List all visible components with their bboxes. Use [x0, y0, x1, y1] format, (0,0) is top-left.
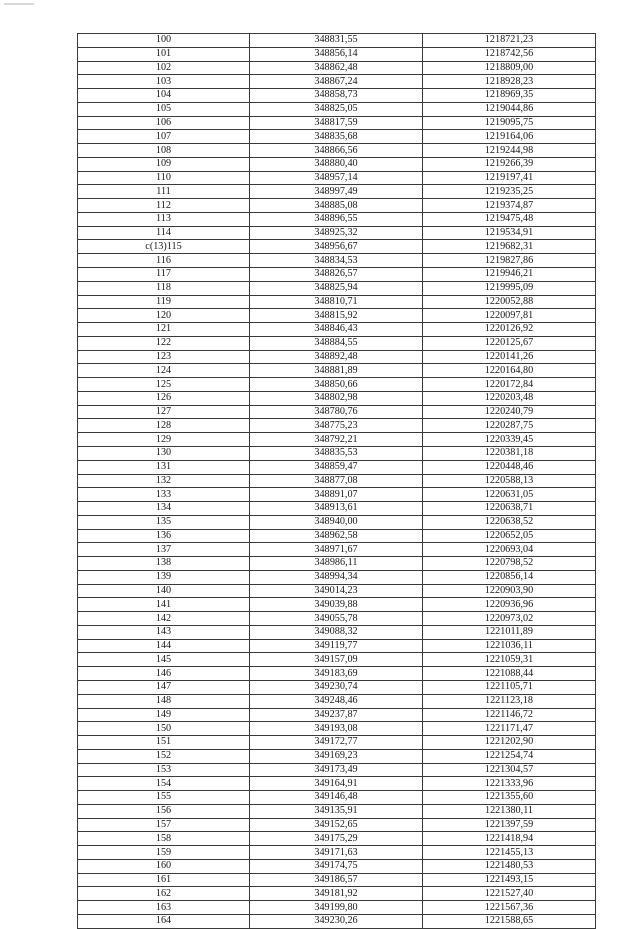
table-row	[78, 378, 596, 392]
y-coordinate-cell: 1221146,72	[423, 708, 596, 722]
y-coordinate-cell: 1221418,94	[423, 832, 596, 846]
x-coordinate-cell: 349186,57	[250, 873, 423, 887]
point-number-cell: 120	[78, 309, 250, 323]
table-row	[78, 901, 596, 915]
table-row	[78, 185, 596, 199]
x-coordinate-cell: 348880,40	[250, 157, 423, 171]
y-coordinate-cell: 1219534,91	[423, 226, 596, 240]
x-coordinate-cell: 349169,23	[250, 749, 423, 763]
point-number-cell: 117	[78, 268, 250, 282]
x-coordinate-cell: 348885,08	[250, 199, 423, 213]
x-coordinate-cell: 348994,34	[250, 570, 423, 584]
x-coordinate-cell: 348859,47	[250, 460, 423, 474]
x-coordinate-cell: 349230,26	[250, 915, 423, 929]
x-coordinate-cell: 348891,07	[250, 488, 423, 502]
y-coordinate-cell: 1221567,36	[423, 901, 596, 915]
point-number-cell: 159	[78, 846, 250, 860]
x-coordinate-cell: 349230,74	[250, 680, 423, 694]
point-number-cell: 101	[78, 47, 250, 61]
point-number-cell: 107	[78, 130, 250, 144]
table-row	[78, 846, 596, 860]
x-coordinate-cell: 348986,11	[250, 557, 423, 571]
point-number-cell: 151	[78, 736, 250, 750]
x-coordinate-cell: 349088,32	[250, 625, 423, 639]
point-number-cell: 160	[78, 859, 250, 873]
table-row	[78, 281, 596, 295]
table-row	[78, 254, 596, 268]
point-number-cell: 109	[78, 157, 250, 171]
point-number-cell: 128	[78, 419, 250, 433]
point-number-cell: 137	[78, 543, 250, 557]
point-number-cell: 106	[78, 116, 250, 130]
y-coordinate-cell: 1221171,47	[423, 722, 596, 736]
table-row	[78, 171, 596, 185]
point-number-cell: 103	[78, 75, 250, 89]
y-coordinate-cell: 1220287,75	[423, 419, 596, 433]
x-coordinate-cell: 348815,92	[250, 309, 423, 323]
y-coordinate-cell: 1221333,96	[423, 777, 596, 791]
table-row	[78, 832, 596, 846]
point-number-cell: 158	[78, 832, 250, 846]
table-row	[78, 336, 596, 350]
table-row	[78, 873, 596, 887]
y-coordinate-cell: 1220856,14	[423, 570, 596, 584]
y-coordinate-cell: 1219374,87	[423, 199, 596, 213]
point-number-cell: 123	[78, 350, 250, 364]
x-coordinate-cell: 348956,67	[250, 240, 423, 254]
x-coordinate-cell: 348826,57	[250, 268, 423, 282]
table-row	[78, 75, 596, 89]
x-coordinate-cell: 348810,71	[250, 295, 423, 309]
x-coordinate-cell: 349135,91	[250, 804, 423, 818]
y-coordinate-cell: 1221304,57	[423, 763, 596, 777]
table-row	[78, 887, 596, 901]
table-row	[78, 529, 596, 543]
x-coordinate-cell: 349237,87	[250, 708, 423, 722]
point-number-cell: 133	[78, 488, 250, 502]
point-number-cell: 112	[78, 199, 250, 213]
y-coordinate-cell: 1219946,21	[423, 268, 596, 282]
table-row	[78, 144, 596, 158]
table-row	[78, 268, 596, 282]
table-row	[78, 350, 596, 364]
point-number-cell: 142	[78, 612, 250, 626]
point-number-cell: 164	[78, 915, 250, 929]
table-row	[78, 680, 596, 694]
point-number-cell: 134	[78, 502, 250, 516]
point-number-cell: 161	[78, 873, 250, 887]
table-row	[78, 736, 596, 750]
y-coordinate-cell: 1220164,80	[423, 364, 596, 378]
table-row	[78, 364, 596, 378]
x-coordinate-cell: 348997,49	[250, 185, 423, 199]
x-coordinate-cell: 349248,46	[250, 694, 423, 708]
point-number-cell: 141	[78, 598, 250, 612]
table-row	[78, 199, 596, 213]
y-coordinate-cell: 1220052,88	[423, 295, 596, 309]
point-number-cell: 108	[78, 144, 250, 158]
y-coordinate-cell: 1221105,71	[423, 680, 596, 694]
x-coordinate-cell: 349172,77	[250, 736, 423, 750]
point-number-cell: 163	[78, 901, 250, 915]
y-coordinate-cell: 1221455,13	[423, 846, 596, 860]
x-coordinate-cell: 348940,00	[250, 515, 423, 529]
point-number-cell: 162	[78, 887, 250, 901]
table-row	[78, 295, 596, 309]
y-coordinate-cell: 1219995,09	[423, 281, 596, 295]
point-number-cell: 124	[78, 364, 250, 378]
table-row	[78, 708, 596, 722]
point-number-cell: 127	[78, 405, 250, 419]
y-coordinate-cell: 1219266,39	[423, 157, 596, 171]
point-number-cell: 129	[78, 433, 250, 447]
x-coordinate-cell: 348925,32	[250, 226, 423, 240]
x-coordinate-cell: 349173,49	[250, 763, 423, 777]
table-row	[78, 598, 596, 612]
y-coordinate-cell: 1221254,74	[423, 749, 596, 763]
point-number-cell: 157	[78, 818, 250, 832]
table-row	[78, 460, 596, 474]
table-row	[78, 570, 596, 584]
table-row	[78, 116, 596, 130]
x-coordinate-cell: 348780,76	[250, 405, 423, 419]
x-coordinate-cell: 348817,59	[250, 116, 423, 130]
x-coordinate-cell: 348971,67	[250, 543, 423, 557]
x-coordinate-cell: 349014,23	[250, 584, 423, 598]
table-row	[78, 502, 596, 516]
x-coordinate-cell: 348775,23	[250, 419, 423, 433]
x-coordinate-cell: 349171,63	[250, 846, 423, 860]
point-number-cell: 118	[78, 281, 250, 295]
x-coordinate-cell: 349199,80	[250, 901, 423, 915]
table-row	[78, 763, 596, 777]
y-coordinate-cell: 1221123,18	[423, 694, 596, 708]
point-number-cell: 153	[78, 763, 250, 777]
y-coordinate-cell: 1221588,65	[423, 915, 596, 929]
y-coordinate-cell: 1220141,26	[423, 350, 596, 364]
y-coordinate-cell: 1220203,48	[423, 391, 596, 405]
coordinates-table-body	[78, 34, 596, 929]
table-row	[78, 433, 596, 447]
x-coordinate-cell: 349119,77	[250, 639, 423, 653]
y-coordinate-cell: 1221480,53	[423, 859, 596, 873]
y-coordinate-cell: 1219244,98	[423, 144, 596, 158]
point-number-cell: 132	[78, 474, 250, 488]
table-row	[78, 61, 596, 75]
table-row	[78, 543, 596, 557]
x-coordinate-cell: 348896,55	[250, 212, 423, 226]
point-number-cell: 131	[78, 460, 250, 474]
y-coordinate-cell: 1220381,18	[423, 446, 596, 460]
y-coordinate-cell: 1220631,05	[423, 488, 596, 502]
point-number-cell: 150	[78, 722, 250, 736]
table-row	[78, 34, 596, 48]
point-number-cell: 147	[78, 680, 250, 694]
point-number-cell: 152	[78, 749, 250, 763]
point-number-cell: c(13)115	[78, 240, 250, 254]
point-number-cell: 130	[78, 446, 250, 460]
table-row	[78, 791, 596, 805]
point-number-cell: 143	[78, 625, 250, 639]
table-row	[78, 859, 596, 873]
y-coordinate-cell: 1221380,11	[423, 804, 596, 818]
table-row	[78, 584, 596, 598]
y-coordinate-cell: 1220638,71	[423, 502, 596, 516]
table-row	[78, 515, 596, 529]
point-number-cell: 138	[78, 557, 250, 571]
y-coordinate-cell: 1220339,45	[423, 433, 596, 447]
y-coordinate-cell: 1221011,89	[423, 625, 596, 639]
point-number-cell: 102	[78, 61, 250, 75]
y-coordinate-cell: 1219475,48	[423, 212, 596, 226]
point-number-cell: 148	[78, 694, 250, 708]
point-number-cell: 146	[78, 667, 250, 681]
y-coordinate-cell: 1220693,04	[423, 543, 596, 557]
point-number-cell: 110	[78, 171, 250, 185]
table-row	[78, 47, 596, 61]
x-coordinate-cell: 349157,09	[250, 653, 423, 667]
table-row	[78, 102, 596, 116]
table-row	[78, 804, 596, 818]
x-coordinate-cell: 348831,55	[250, 34, 423, 48]
x-coordinate-cell: 349164,91	[250, 777, 423, 791]
table-row	[78, 777, 596, 791]
x-coordinate-cell: 348856,14	[250, 47, 423, 61]
y-coordinate-cell: 1220240,79	[423, 405, 596, 419]
y-coordinate-cell: 1220125,67	[423, 336, 596, 350]
point-number-cell: 155	[78, 791, 250, 805]
table-row	[78, 89, 596, 103]
point-number-cell: 156	[78, 804, 250, 818]
table-row	[78, 625, 596, 639]
point-number-cell: 105	[78, 102, 250, 116]
y-coordinate-cell: 1219197,41	[423, 171, 596, 185]
y-coordinate-cell: 1221527,40	[423, 887, 596, 901]
table-row	[78, 157, 596, 171]
x-coordinate-cell: 348792,21	[250, 433, 423, 447]
point-number-cell: 154	[78, 777, 250, 791]
y-coordinate-cell: 1219095,75	[423, 116, 596, 130]
x-coordinate-cell: 348884,55	[250, 336, 423, 350]
point-number-cell: 114	[78, 226, 250, 240]
x-coordinate-cell: 349152,65	[250, 818, 423, 832]
point-number-cell: 135	[78, 515, 250, 529]
x-coordinate-cell: 348892,48	[250, 350, 423, 364]
point-number-cell: 100	[78, 34, 250, 48]
y-coordinate-cell: 1219682,31	[423, 240, 596, 254]
y-coordinate-cell: 1219164,06	[423, 130, 596, 144]
x-coordinate-cell: 348858,73	[250, 89, 423, 103]
point-number-cell: 121	[78, 323, 250, 337]
y-coordinate-cell: 1221202,90	[423, 736, 596, 750]
y-coordinate-cell: 1220973,02	[423, 612, 596, 626]
point-number-cell: 111	[78, 185, 250, 199]
y-coordinate-cell: 1220097,81	[423, 309, 596, 323]
point-number-cell: 144	[78, 639, 250, 653]
table-row	[78, 130, 596, 144]
point-number-cell: 113	[78, 212, 250, 226]
x-coordinate-cell: 349175,29	[250, 832, 423, 846]
y-coordinate-cell: 1220652,05	[423, 529, 596, 543]
table-row	[78, 488, 596, 502]
x-coordinate-cell: 348913,61	[250, 502, 423, 516]
x-coordinate-cell: 348957,14	[250, 171, 423, 185]
point-number-cell: 149	[78, 708, 250, 722]
table-row	[78, 915, 596, 929]
x-coordinate-cell: 348802,98	[250, 391, 423, 405]
y-coordinate-cell: 1219044,86	[423, 102, 596, 116]
x-coordinate-cell: 348881,89	[250, 364, 423, 378]
x-coordinate-cell: 348825,94	[250, 281, 423, 295]
table-row	[78, 653, 596, 667]
point-number-cell: 119	[78, 295, 250, 309]
y-coordinate-cell: 1219827,86	[423, 254, 596, 268]
y-coordinate-cell: 1218742,56	[423, 47, 596, 61]
table-row	[78, 446, 596, 460]
x-coordinate-cell: 348862,48	[250, 61, 423, 75]
x-coordinate-cell: 348867,24	[250, 75, 423, 89]
table-row	[78, 722, 596, 736]
y-coordinate-cell: 1220448,46	[423, 460, 596, 474]
y-coordinate-cell: 1218928,23	[423, 75, 596, 89]
x-coordinate-cell: 349146,48	[250, 791, 423, 805]
x-coordinate-cell: 349193,08	[250, 722, 423, 736]
point-number-cell: 140	[78, 584, 250, 598]
y-coordinate-cell: 1218809,00	[423, 61, 596, 75]
table-row	[78, 240, 596, 254]
y-coordinate-cell: 1220638,52	[423, 515, 596, 529]
y-coordinate-cell: 1218721,23	[423, 34, 596, 48]
y-coordinate-cell: 1218969,35	[423, 89, 596, 103]
x-coordinate-cell: 348962,58	[250, 529, 423, 543]
point-number-cell: 122	[78, 336, 250, 350]
x-coordinate-cell: 348877,08	[250, 474, 423, 488]
table-row	[78, 639, 596, 653]
table-row	[78, 419, 596, 433]
x-coordinate-cell: 348850,66	[250, 378, 423, 392]
table-row	[78, 212, 596, 226]
y-coordinate-cell: 1220903,90	[423, 584, 596, 598]
x-coordinate-cell: 349174,75	[250, 859, 423, 873]
table-row	[78, 749, 596, 763]
table-row	[78, 667, 596, 681]
x-coordinate-cell: 348846,43	[250, 323, 423, 337]
x-coordinate-cell: 349181,92	[250, 887, 423, 901]
y-coordinate-cell: 1220172,84	[423, 378, 596, 392]
point-number-cell: 104	[78, 89, 250, 103]
table-row	[78, 309, 596, 323]
y-coordinate-cell: 1220936,96	[423, 598, 596, 612]
x-coordinate-cell: 348825,05	[250, 102, 423, 116]
y-coordinate-cell: 1221397,59	[423, 818, 596, 832]
table-row	[78, 557, 596, 571]
y-coordinate-cell: 1220126,92	[423, 323, 596, 337]
x-coordinate-cell: 348835,53	[250, 446, 423, 460]
table-row	[78, 694, 596, 708]
y-coordinate-cell: 1221355,60	[423, 791, 596, 805]
x-coordinate-cell: 348834,53	[250, 254, 423, 268]
point-number-cell: 126	[78, 391, 250, 405]
y-coordinate-cell: 1221088,44	[423, 667, 596, 681]
x-coordinate-cell: 348835,68	[250, 130, 423, 144]
point-number-cell: 125	[78, 378, 250, 392]
table-row	[78, 226, 596, 240]
table-row	[78, 405, 596, 419]
scan-artifact	[4, 3, 34, 5]
y-coordinate-cell: 1219235,25	[423, 185, 596, 199]
point-number-cell: 116	[78, 254, 250, 268]
y-coordinate-cell: 1220798,52	[423, 557, 596, 571]
table-row	[78, 818, 596, 832]
point-number-cell: 136	[78, 529, 250, 543]
x-coordinate-cell: 349055,78	[250, 612, 423, 626]
table-row	[78, 391, 596, 405]
x-coordinate-cell: 349039,88	[250, 598, 423, 612]
y-coordinate-cell: 1221059,31	[423, 653, 596, 667]
x-coordinate-cell: 349183,69	[250, 667, 423, 681]
table-row	[78, 612, 596, 626]
y-coordinate-cell: 1221493,15	[423, 873, 596, 887]
x-coordinate-cell: 348866,56	[250, 144, 423, 158]
coordinates-table	[77, 33, 596, 929]
table-row	[78, 323, 596, 337]
y-coordinate-cell: 1221036,11	[423, 639, 596, 653]
table-row	[78, 474, 596, 488]
point-number-cell: 139	[78, 570, 250, 584]
point-number-cell: 145	[78, 653, 250, 667]
y-coordinate-cell: 1220588,13	[423, 474, 596, 488]
